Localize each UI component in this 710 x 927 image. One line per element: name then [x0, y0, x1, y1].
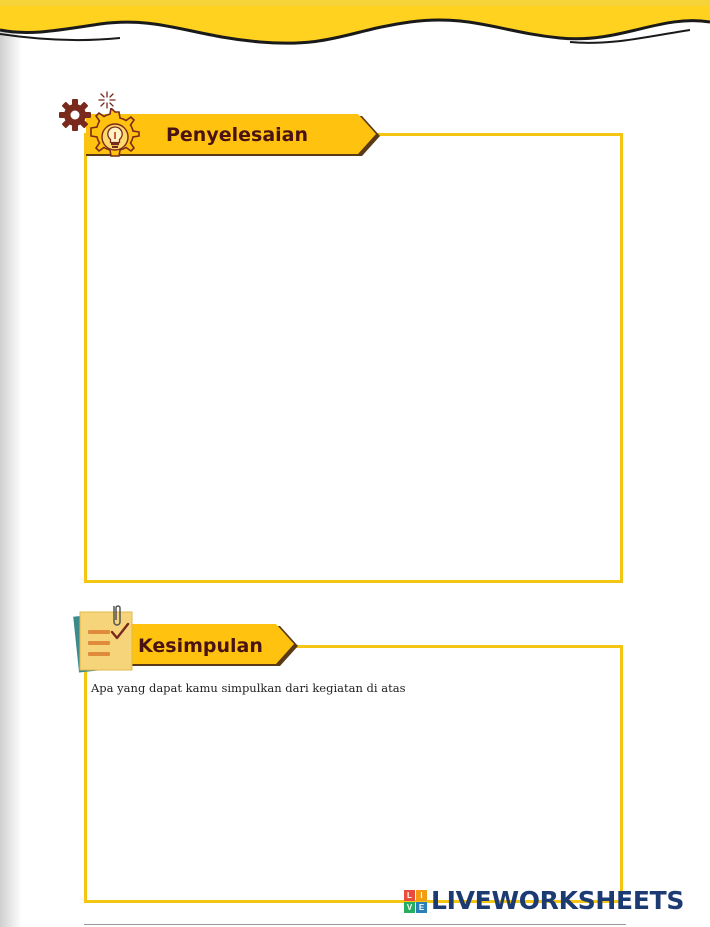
notepad-icon [72, 604, 136, 674]
penyelesaian-title: Penyelesaian [166, 124, 308, 146]
liveworksheets-logo [404, 886, 704, 918]
page-edge-shadow [0, 0, 22, 927]
logo-grid-icon: L I V E [404, 890, 428, 914]
lightbulb-gear-icon [86, 108, 144, 166]
kesimpulan-prompt: Apa yang dapat kamu simpulkan dari kegiatan di atas [91, 681, 406, 695]
penyelesaian-answer-box[interactable] [84, 133, 623, 583]
bottom-divider [84, 924, 626, 925]
kesimpulan-banner [110, 622, 300, 670]
logo-text: LIVEWORKSHEETS [431, 886, 685, 915]
top-wave-decoration [0, 0, 710, 60]
kesimpulan-title: Kesimpulan [138, 635, 263, 657]
sparkle-icon [98, 91, 116, 109]
